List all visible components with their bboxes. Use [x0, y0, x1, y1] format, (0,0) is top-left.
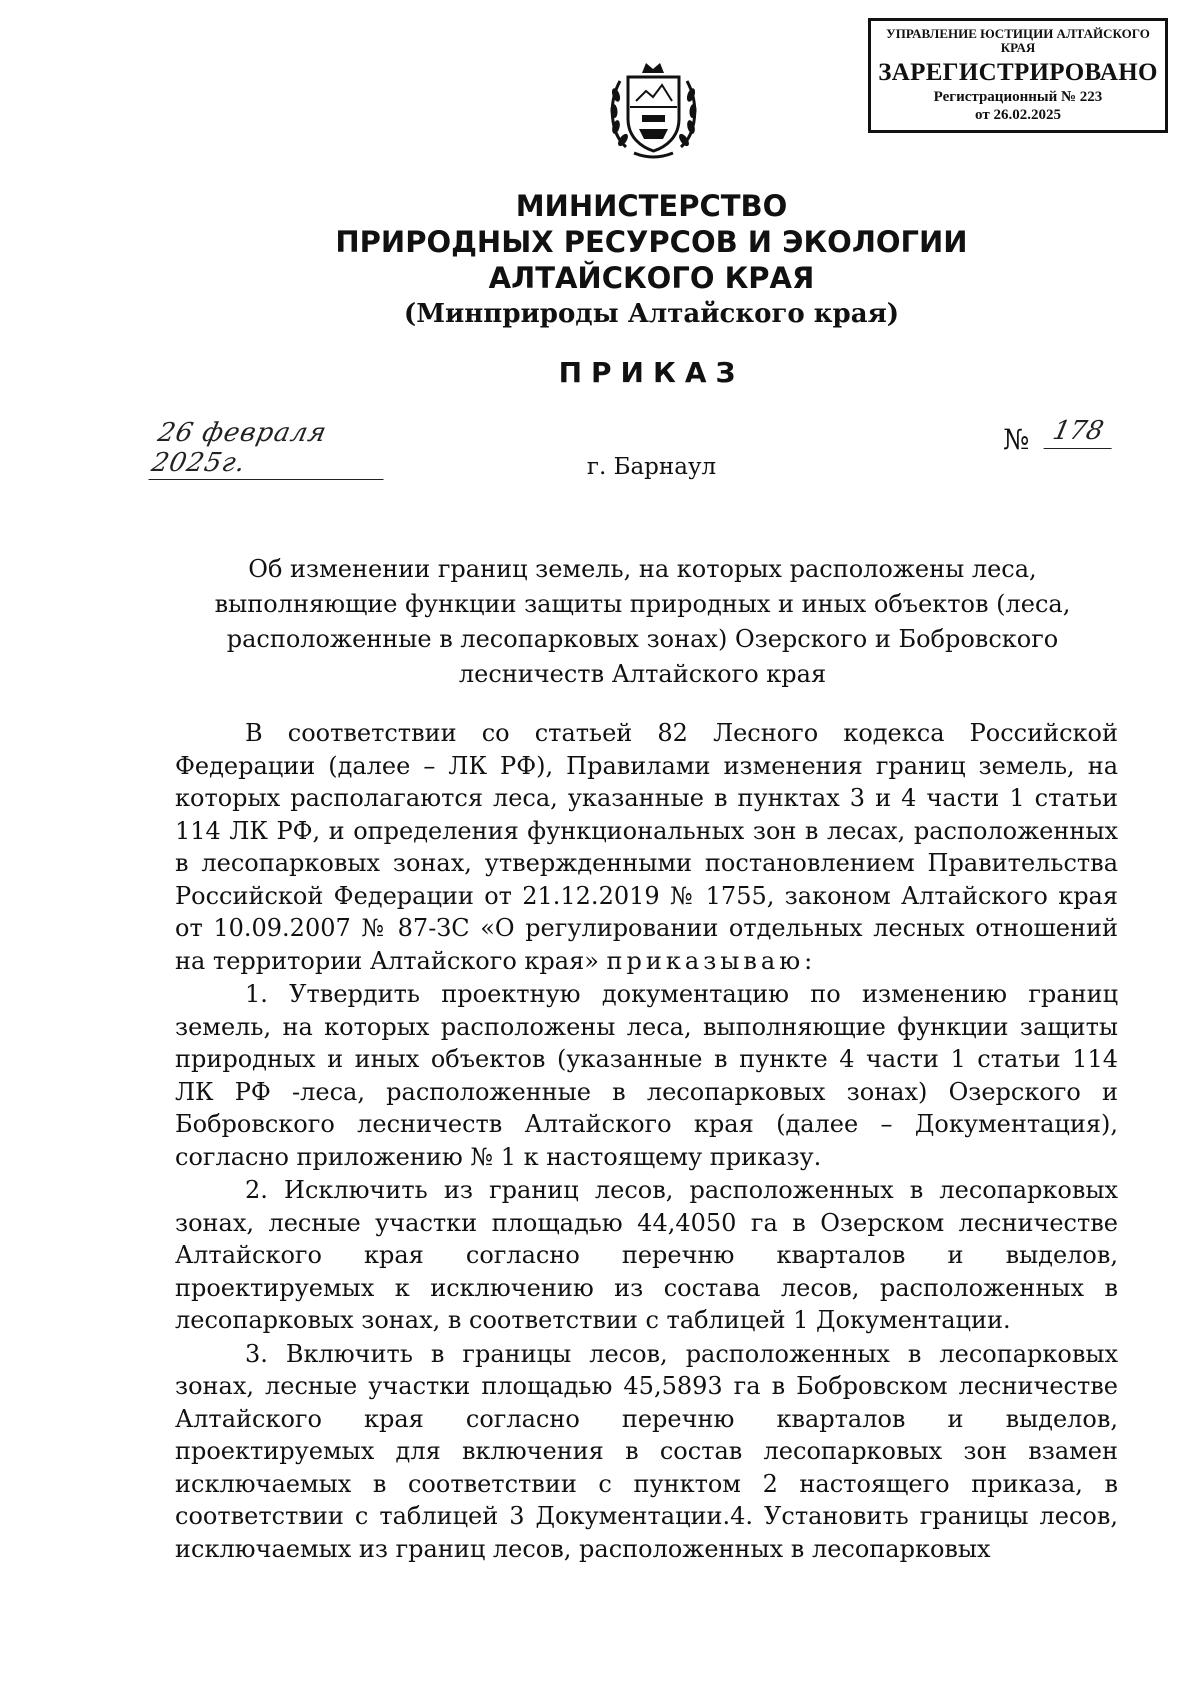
order-number-label: №	[1003, 423, 1030, 456]
item-1: 1. Утвердить проектную документацию по изменению границ земель, на которых расположены леса, выполняющие функции защиты природных и иных объектов (указанные в пункте 4 части 1 статьи 114 ЛК РФ -леса, расположенные в лесопарковых зонах) Озерского и Бобровского лесничеств Алтайского края (далее – Документация), согласно приложению № 1 к настоящему приказу.	[175, 980, 1118, 1171]
handwritten-order-number: 178	[1043, 416, 1118, 449]
ministry-line-2: ПРИРОДНЫХ РЕСУРСОВ И ЭКОЛОГИИ	[335, 225, 968, 259]
order-subject: Об изменении границ земель, на которых расположены леса, выполняющие функции защиты природных и иных объектов (леса, расположенные в лесопарковых зонах) Озерского и Бобровского лесничеств Алтайского края	[214, 555, 1071, 688]
item-3: 3. Включить в границы лесов, расположенных в лесопарковых зонах, лесные участки площадью 45,5893 га в Бобровском лесничестве Алтайского края согласно перечню кварталов и выделов, проектируемых для включения в состав лесопарковых зон взамен исключаемых в соответствии с пунктом 2 настоящего приказа, в соответствии с таблицей 3 Документации.4. Установить границы лесов, исключаемых из границ лесов, расположенных в лесопарковых	[175, 1339, 1118, 1563]
stamp-reg-date: от 26.02.2025	[975, 107, 1061, 123]
order-word: приказываю:	[606, 946, 817, 975]
stamp-authority: УПРАВЛЕНИЕ ЮСТИЦИИ АЛТАЙСКОГО КРАЯ	[886, 26, 1150, 55]
preamble-paragraph	[175, 717, 1118, 977]
city: г. Барнаул	[586, 454, 717, 480]
ministry-line-1: МИНИСТЕРСТВО	[515, 189, 788, 223]
order-body	[175, 717, 1118, 1565]
handwritten-date: 26 февраля 2025г.	[148, 418, 396, 480]
registration-stamp	[868, 18, 1168, 133]
stamp-reg-number: Регистрационный № 223	[933, 89, 1103, 105]
document-type: ПРИКАЗ	[558, 356, 745, 389]
altai-krai-coat-of-arms-icon	[606, 55, 701, 163]
ministry-short-name: (Минприроды Алтайского края)	[403, 299, 900, 329]
stamp-status: ЗАРЕГИСТРИРОВАНО	[878, 59, 1158, 86]
item-2: 2. Исключить из границ лесов, расположенных в лесопарковых зонах, лесные участки площадью 44,4050 га в Озерском лесничестве Алтайского края согласно перечню кварталов и выделов, проектируемых к исключению из состава лесов, расположенных в лесопарковых зонах, в соответствии с таблицей 1 Документации.	[175, 1176, 1118, 1334]
ministry-line-3: АЛТАЙСКОГО КРАЯ	[488, 261, 815, 295]
preamble-text: В соответствии со статьей 82 Лесного кодекса Российской Федерации (далее – ЛК РФ), Правилами изменения границ земель, на которых располагаются леса, указанные в пунктах 3 и 4 части 1 статьи 114 ЛК РФ, и определения функциональных зон в лесах, расположенных в лесопарковых зонах, утвержденными постановлением Правительства Российской Федерации от 21.12.2019 № 1755, законом Алтайского края от 10.09.2007 № 87-ЗС «О регулировании отдельных лесных отношений на территории Алтайского края»	[175, 719, 1118, 975]
